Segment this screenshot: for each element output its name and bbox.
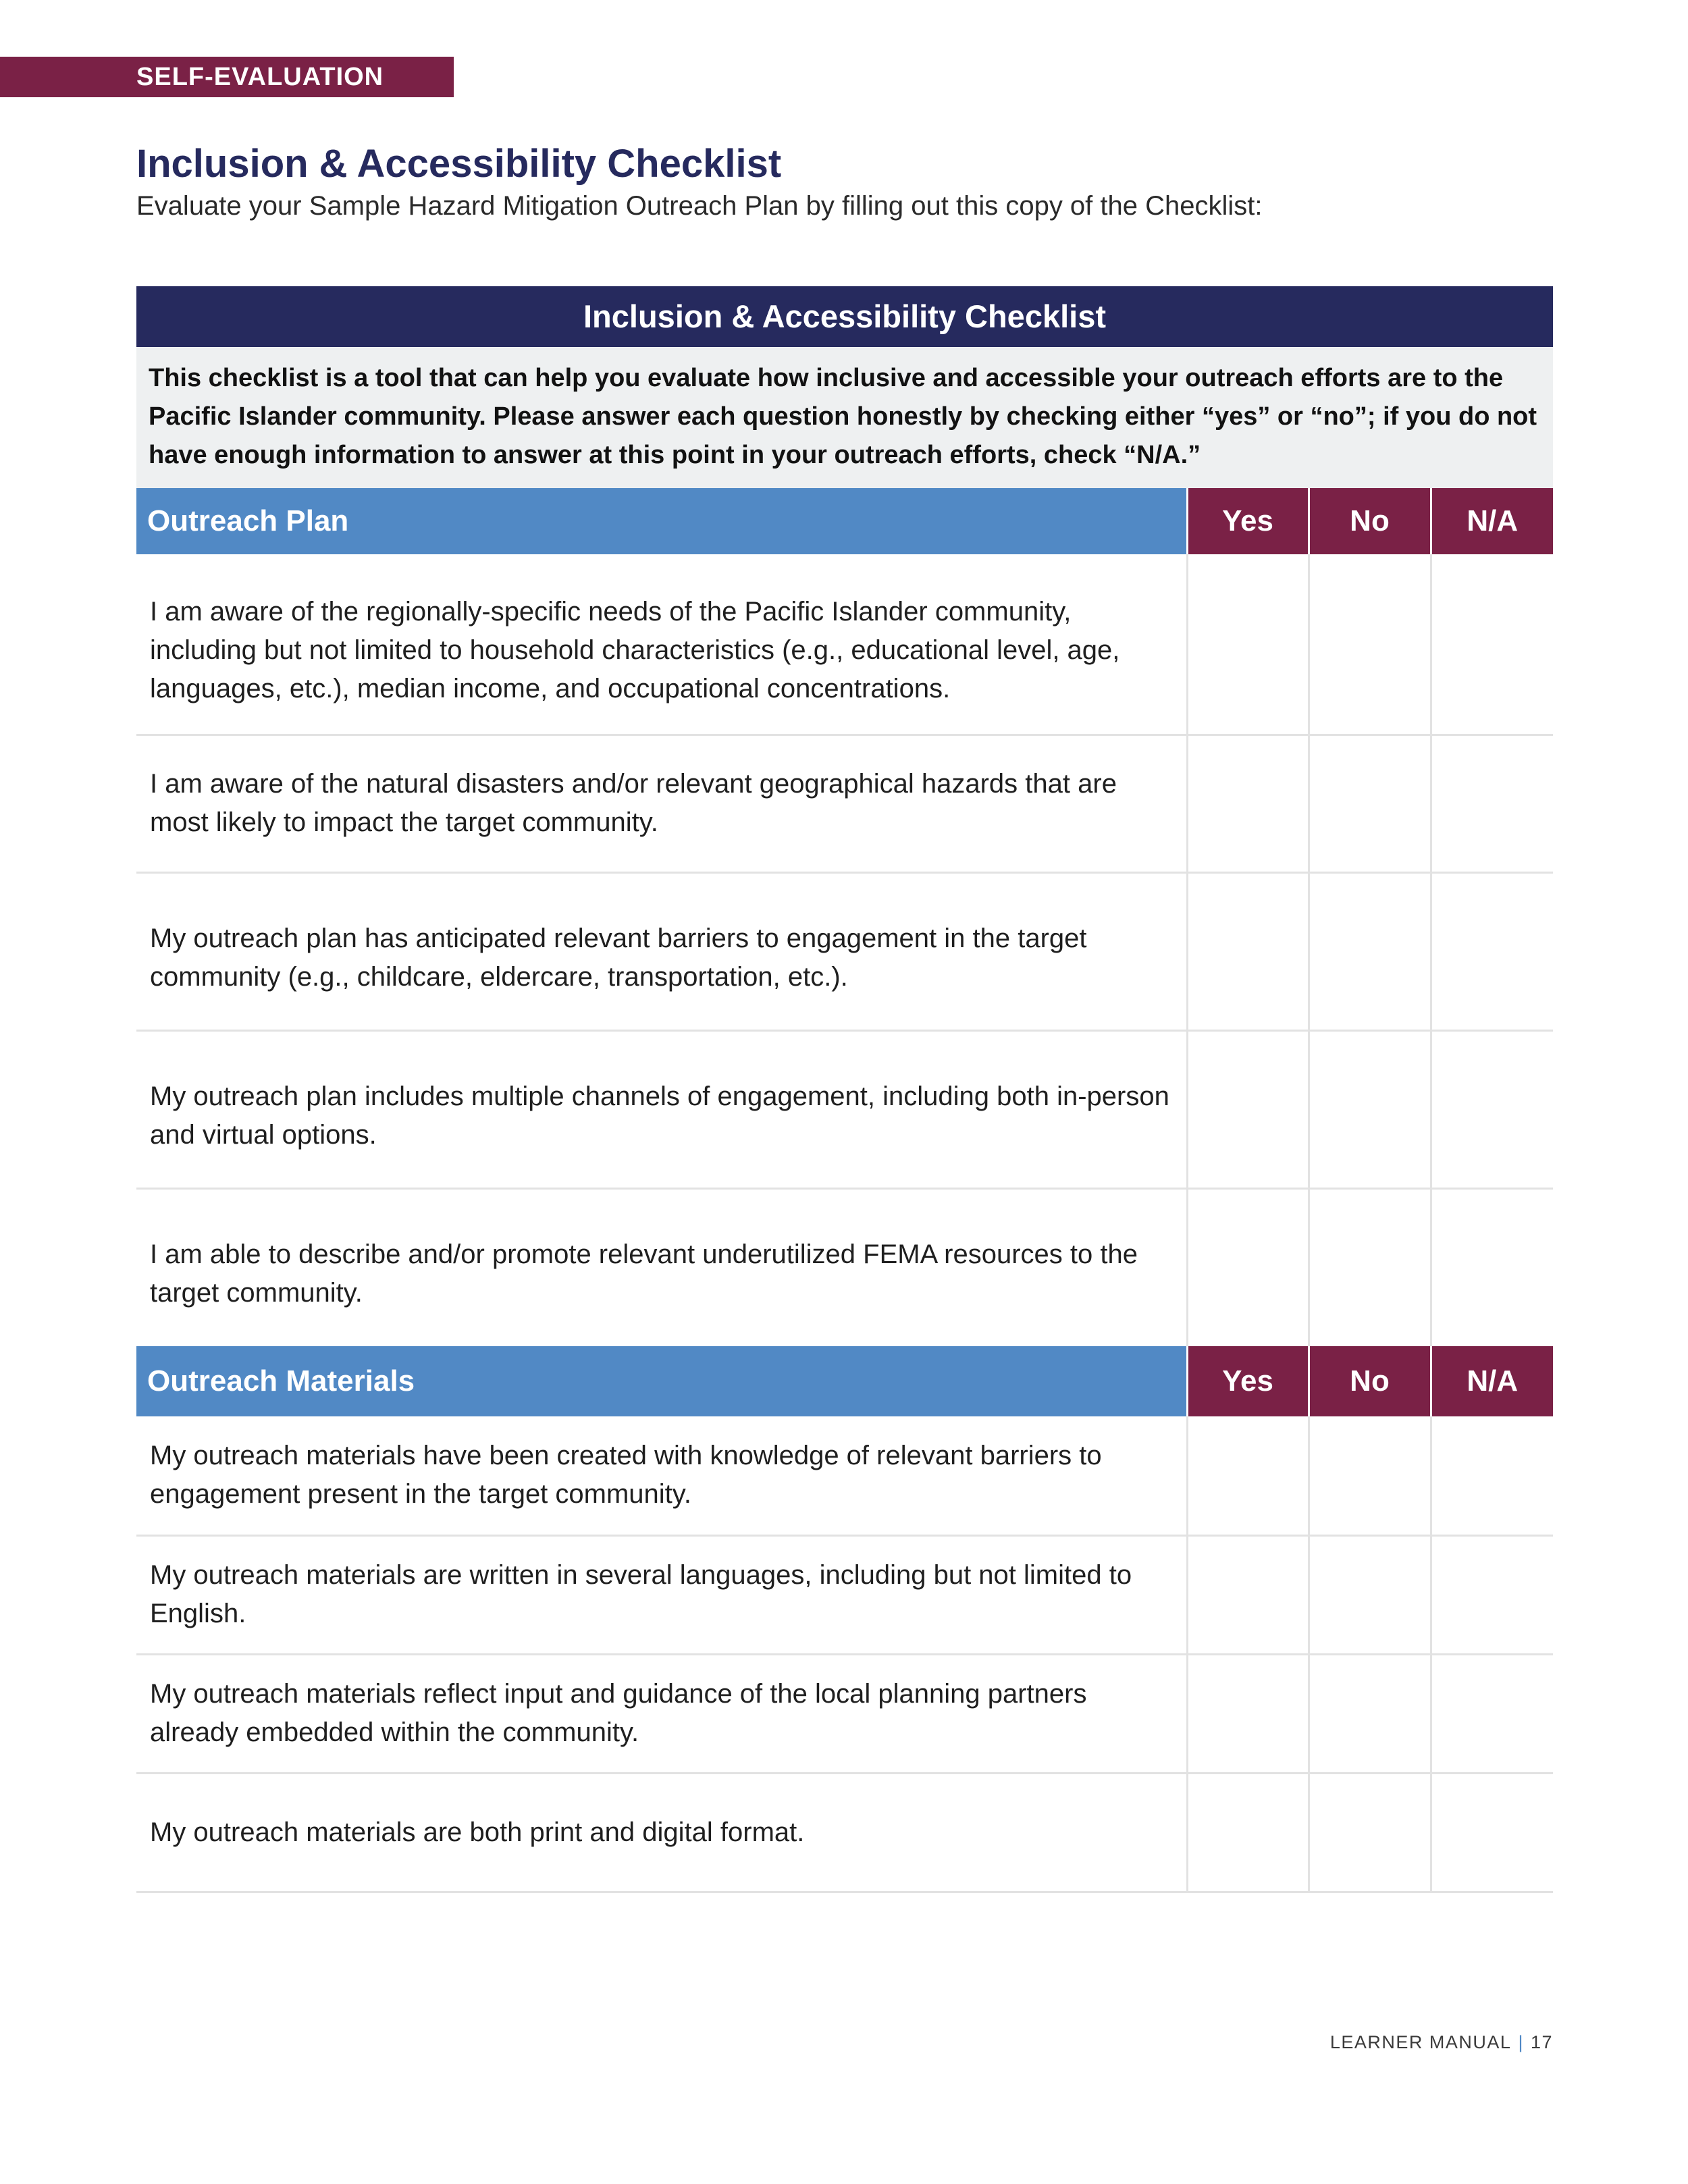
checklist-row bbox=[136, 735, 1553, 872]
page-title: Inclusion & Accessibility Checklist bbox=[136, 142, 782, 186]
yes-checkbox[interactable] bbox=[1187, 1535, 1309, 1654]
page-subtitle: Evaluate your Sample Hazard Mitigation Outreach Plan by filling out this copy of the Checklist: bbox=[136, 191, 1263, 221]
checklist-row bbox=[136, 1654, 1553, 1773]
na-checkbox[interactable] bbox=[1431, 1188, 1553, 1346]
no-checkbox[interactable] bbox=[1309, 1030, 1431, 1188]
column-na: N/A bbox=[1431, 1346, 1553, 1416]
yes-checkbox[interactable] bbox=[1187, 872, 1309, 1030]
page-footer bbox=[1330, 2032, 1553, 2053]
no-checkbox[interactable] bbox=[1309, 1188, 1431, 1346]
section-header-outreach-plan bbox=[136, 488, 1553, 554]
no-checkbox[interactable] bbox=[1309, 554, 1431, 735]
table-intro-row bbox=[136, 347, 1553, 488]
checklist-row bbox=[136, 1416, 1553, 1535]
yes-checkbox[interactable] bbox=[1187, 1773, 1309, 1892]
question-text: My outreach materials reflect input and guidance of the local planning partners already embedded within the community. bbox=[136, 1654, 1187, 1773]
checklist-row bbox=[136, 1773, 1553, 1892]
checklist-row bbox=[136, 1535, 1553, 1654]
column-na: N/A bbox=[1431, 488, 1553, 554]
footer-label: LEARNER MANUAL bbox=[1329, 2032, 1512, 2052]
yes-checkbox[interactable] bbox=[1187, 1188, 1309, 1346]
section-label: Outreach Materials bbox=[136, 1346, 1187, 1416]
no-checkbox[interactable] bbox=[1309, 1535, 1431, 1654]
no-checkbox[interactable] bbox=[1309, 1416, 1431, 1535]
question-text: My outreach plan has anticipated relevant barriers to engagement in the target community (e.g., childcare, eldercare, transportation, etc.). bbox=[136, 872, 1187, 1030]
question-text: I am aware of the regionally-specific needs of the Pacific Islander community, including but not limited to household characteristics (e.g., educational level, age, languages, etc.), median income, and occupational concentrations. bbox=[136, 554, 1187, 735]
question-text: I am able to describe and/or promote relevant underutilized FEMA resources to the target community. bbox=[150, 1239, 1138, 1308]
column-no: No bbox=[1309, 488, 1431, 554]
checklist-row bbox=[136, 1188, 1553, 1346]
table-title: Inclusion & Accessibility Checklist bbox=[136, 286, 1553, 347]
checklist-table bbox=[136, 286, 1553, 1893]
yes-checkbox[interactable] bbox=[1187, 735, 1309, 872]
table-intro: This checklist is a tool that can help you evaluate how inclusive and accessible your outreach efforts are to the Pacific Islander community. Please answer each question honestly by checking either “yes” or “no”; if you do not have enough information to answer at this point in your outreach efforts, check “N/A.” bbox=[136, 347, 1553, 488]
column-yes: Yes bbox=[1187, 488, 1309, 554]
yes-checkbox[interactable] bbox=[1187, 1654, 1309, 1773]
na-checkbox[interactable] bbox=[1431, 872, 1553, 1030]
checklist-row bbox=[136, 1030, 1553, 1188]
section-label: Outreach Plan bbox=[136, 488, 1187, 554]
question-text: My outreach materials are both print and digital format. bbox=[136, 1773, 1187, 1892]
question-text: My outreach materials are written in several languages, including but not limited to English. bbox=[136, 1535, 1187, 1654]
question-text: I am aware of the natural disasters and/or relevant geographical hazards that are most likely to impact the target community. bbox=[136, 735, 1187, 872]
table-title-row bbox=[136, 286, 1553, 347]
yes-checkbox[interactable] bbox=[1187, 1416, 1309, 1535]
no-checkbox[interactable] bbox=[1309, 1654, 1431, 1773]
no-checkbox[interactable] bbox=[1309, 1773, 1431, 1892]
na-checkbox[interactable] bbox=[1431, 1773, 1553, 1892]
section-tag: SELF-EVALUATION bbox=[0, 57, 454, 97]
no-checkbox[interactable] bbox=[1309, 735, 1431, 872]
na-checkbox[interactable] bbox=[1431, 1654, 1553, 1773]
checklist-row bbox=[136, 554, 1553, 735]
question-text: My outreach plan includes multiple channels of engagement, including both in-person and virtual options. bbox=[136, 1030, 1187, 1188]
yes-checkbox[interactable] bbox=[1187, 1030, 1309, 1188]
yes-checkbox[interactable] bbox=[1187, 554, 1309, 735]
footer-separator: | bbox=[1518, 2032, 1524, 2052]
na-checkbox[interactable] bbox=[1431, 1416, 1553, 1535]
section-header-outreach-materials bbox=[136, 1346, 1553, 1416]
page-number: 17 bbox=[1530, 2032, 1553, 2052]
question-text: My outreach materials have been created with knowledge of relevant barriers to engagement present in the target community. bbox=[136, 1416, 1187, 1535]
na-checkbox[interactable] bbox=[1431, 735, 1553, 872]
column-no: No bbox=[1309, 1346, 1431, 1416]
no-checkbox[interactable] bbox=[1309, 872, 1431, 1030]
na-checkbox[interactable] bbox=[1431, 554, 1553, 735]
checklist-row bbox=[136, 872, 1553, 1030]
na-checkbox[interactable] bbox=[1431, 1030, 1553, 1188]
na-checkbox[interactable] bbox=[1431, 1535, 1553, 1654]
column-yes: Yes bbox=[1187, 1346, 1309, 1416]
